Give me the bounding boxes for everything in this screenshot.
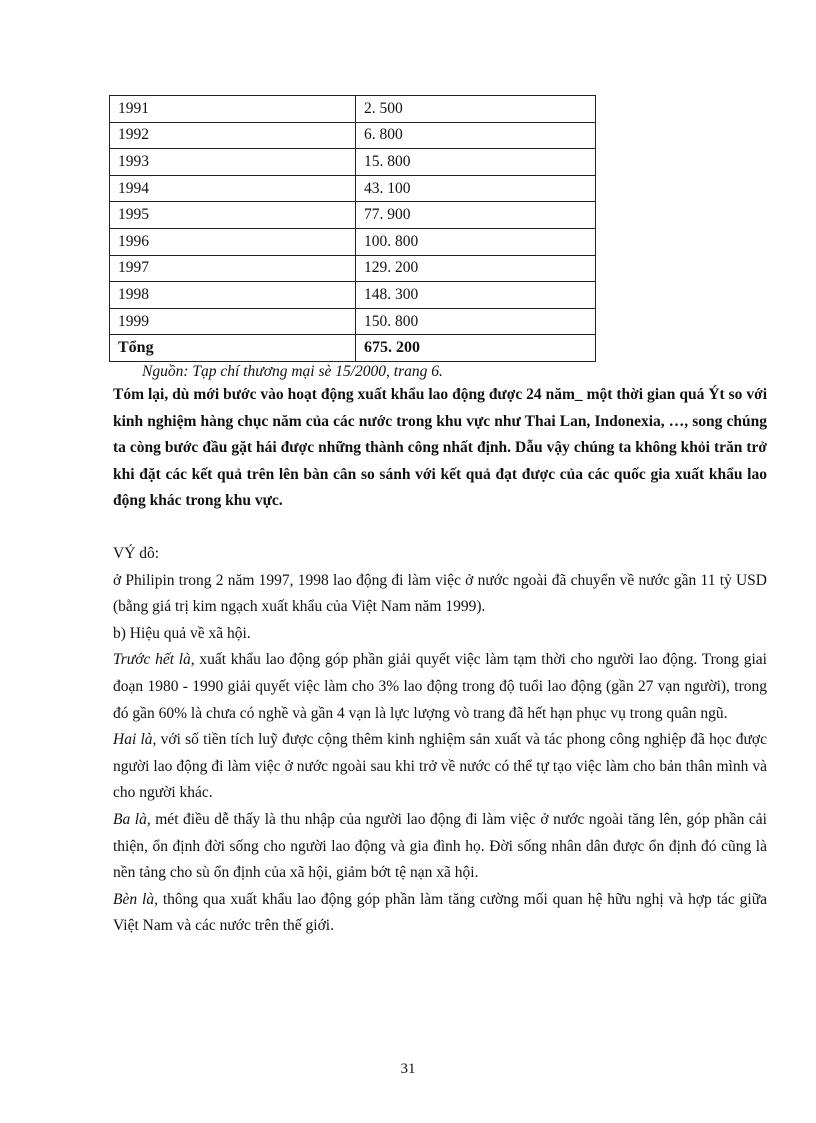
year-cell: 1991 xyxy=(110,96,356,123)
year-cell: 1999 xyxy=(110,308,356,335)
year-cell: 1992 xyxy=(110,122,356,149)
value-cell: 15. 800 xyxy=(356,149,596,176)
value-cell: 150. 800 xyxy=(356,308,596,335)
value-cell: 129. 200 xyxy=(356,255,596,282)
table-row xyxy=(110,149,596,176)
point-lead: Ba là, xyxy=(113,810,151,828)
year-cell: 1996 xyxy=(110,228,356,255)
value-cell: 43. 100 xyxy=(356,175,596,202)
summary-paragraph: Tóm lại, dù mới bước vào hoạt động xuất khẩu lao động được 24 năm_ một thời gian quá Ýt so với kinh nghiệm hàng chục năm của các nước trong khu vực như Thai Lan, Indonexia, …, song chúng ta còng bước đầu gặt hái được những thành công nhất định. Dẫu vậy chúng ta không khỏi trăn trở khi đặt các kết quả trên lên bàn cân so sánh với kết quả đạt được của các quốc gia xuất khẩu lao động khác trong khu vực. xyxy=(113,386,767,510)
section-heading: b) Hiệu quả về xã hội. xyxy=(113,624,251,642)
value-cell: 148. 300 xyxy=(356,282,596,309)
point-lead: Trước hết là, xyxy=(113,651,195,669)
point-lead: Bèn là, xyxy=(113,890,158,908)
page-number: 31 xyxy=(400,1061,416,1077)
point-text: với số tiền tích luỹ được cộng thêm kinh nghiệm sản xuất và tác phong công nghiệp đã học được người lao động đi làm việc ở nước ngoài sau khi trở về nước có thể tự tạo việc làm cho bản thân mình và cho người khác. xyxy=(113,731,767,802)
total-label: Tổng xyxy=(110,335,356,362)
table-row xyxy=(110,96,596,123)
year-cell: 1998 xyxy=(110,282,356,309)
point-text: thông qua xuất khẩu lao động góp phần làm tăng cường mối quan hệ hữu nghị và hợp tác giữa Việt Nam và các nước trên thế giới. xyxy=(113,890,768,935)
value-cell: 77. 900 xyxy=(356,202,596,229)
labor-export-table xyxy=(109,95,596,362)
point-text: mét điều dễ thấy là thu nhập của người lao động đi làm việc ở nước ngoài tăng lên, góp phần cải thiện, ổn định đời sống cho người lao động và gia đình họ. Đời sống nhân dân được ổn định đó cũng là nền tảng cho sù ổn định của xã hội, giảm bớt tệ nạn xã hội. xyxy=(113,810,767,882)
example-paragraph: ở Philipin trong 2 năm 1997, 1998 lao động đi làm việc ở nước ngoài đã chuyển về nước gần 11 tỷ USD (bằng giá trị kim ngạch xuất khẩu của Việt Nam năm 1999). xyxy=(113,571,767,616)
point-paragraph xyxy=(113,727,767,807)
table-row xyxy=(110,228,596,255)
table-row xyxy=(110,282,596,309)
point-text: xuất khẩu lao động góp phần giải quyết việc làm tạm thời cho người lao động. Trong giai đoạn 1980 - 1990 giải quyết việc làm cho 3% lao động trong độ tuổi lao động (gần 27 vạn người), trong đó gần 60% là chưa có nghề và gần 4 vạn là lực lượng vò trang đã hết hạn phục vụ trong quân ngũ. xyxy=(113,651,767,722)
year-cell: 1995 xyxy=(110,202,356,229)
example-label: VÝ dô: xyxy=(113,545,160,562)
table-row xyxy=(110,175,596,202)
point-lead: Hai là, xyxy=(113,731,157,749)
year-cell: 1994 xyxy=(110,175,356,202)
year-cell: 1997 xyxy=(110,255,356,282)
total-row xyxy=(110,335,596,362)
point-paragraph xyxy=(113,807,767,887)
value-cell: 6. 800 xyxy=(356,122,596,149)
table-row xyxy=(110,202,596,229)
total-value: 675. 200 xyxy=(356,335,596,362)
value-cell: 2. 500 xyxy=(356,96,596,123)
table-row xyxy=(110,255,596,282)
table-row xyxy=(110,122,596,149)
point-paragraph xyxy=(113,887,767,940)
year-cell: 1993 xyxy=(110,149,356,176)
point-paragraph xyxy=(113,647,767,727)
value-cell: 100. 800 xyxy=(356,228,596,255)
table-source-note: Nguồn: Tạp chí thương mại sè 15/2000, trang 6. xyxy=(142,363,443,380)
body-text xyxy=(113,541,767,940)
table-row xyxy=(110,308,596,335)
